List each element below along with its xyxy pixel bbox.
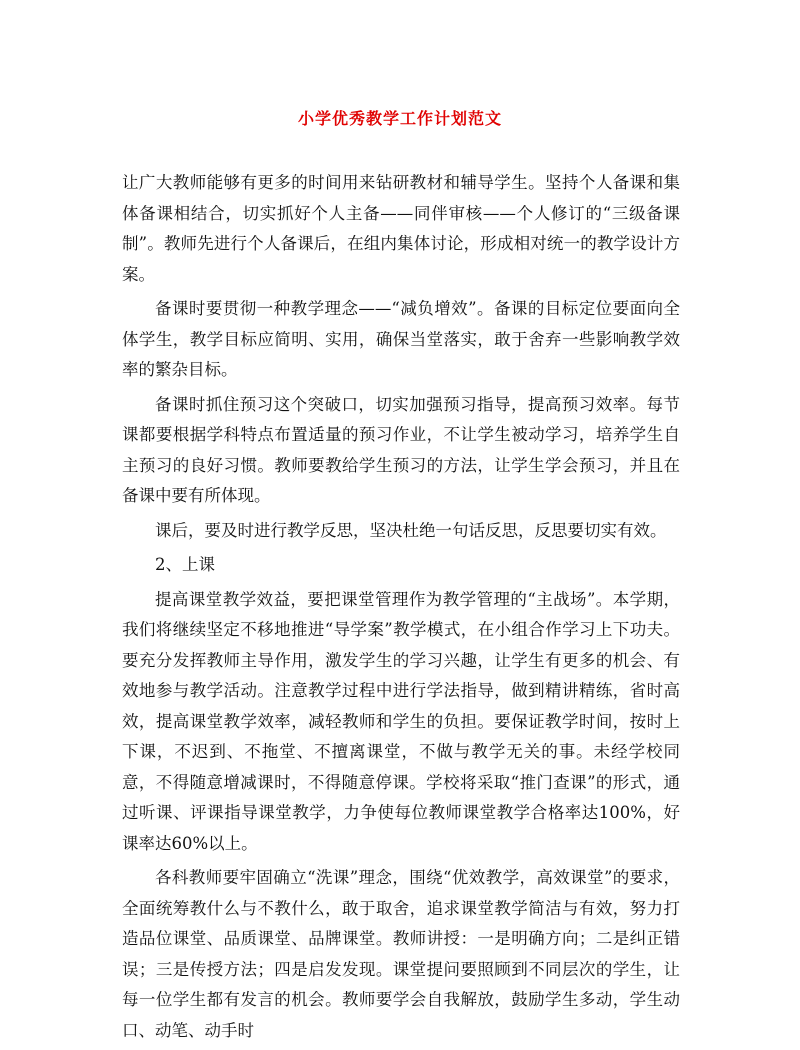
paragraph: 各科教师要牢固确立“洗课”理念，围绕“优效教学，高效课堂”的要求，全面统筹教什么与不教什么，敢于取舍，追求课堂教学简洁与有效，努力打造品位课堂、品质课堂、品牌课堂。教师讲授：一是明确方向；二是纠正错误；三是传授方法；四是启发发现。课堂提问要照顾到不同层次的学生，让每一位学生都有发言的机会。教师要学会自我解放，鼓励学生多动，学生动口、动笔、动手时	[122, 868, 680, 1040]
paragraph: 备课时抓住预习这个突破口，切实加强预习指导，提高预习效率。每节课都要根据学科特点布置适量的预习作业，不让学生被动学习，培养学生自主预习的良好习惯。教师要教给学生预习的方法，让学生学会预习，并且在备课中要有所体现。	[122, 394, 680, 505]
paragraph: 提高课堂教学效益，要把课堂管理作为教学管理的“主战场”。本学期，我们将继续坚定不移地推进“导学案”教学模式，在小组合作学习上下功夫。要充分发挥教师主导作用，激发学生的学习兴趣，让学生有更多的机会、有效地参与教学活动。注意教学过程中进行学法指导，做到精讲精练，省时高效，提高课堂教学效率，减轻教师和学生的负担。要保证教学时间，按时上下课，不迟到、不拖堂、不擅离课堂，不做与教学无关的事。未经学校同意，不得随意增减课时，不得随意停课。学校将采取“推门查课”的形式，通过听课、评课指导课堂教学，力争使每位教师课堂教学合格率达100%，好课率达60%以上。	[122, 589, 680, 853]
paragraph: 备课时要贯彻一种教学理念——“减负增效”。备课的目标定位要面向全体学生，教学目标应简明、实用，确保当堂落实，敢于舍弃一些影响教学效率的繁杂目标。	[122, 299, 680, 379]
paragraph: 课后，要及时进行教学反思，坚决杜绝一句话反思，反思要切实有效。	[155, 520, 667, 540]
document-title: 小学优秀教学工作计划范文	[297, 109, 502, 128]
paragraph: 让广大教师能够有更多的时间用来钻研教材和辅导学生。坚持个人备课和集体备课相结合，切实抓好个人主备——同伴审核——个人修订的“三级备课制”。教师先进行个人备课后，在组内集体讨论，形成相对统一的教学设计方案。	[122, 173, 680, 284]
section-heading: 2、上课	[155, 555, 215, 574]
document-body	[122, 168, 680, 1050]
